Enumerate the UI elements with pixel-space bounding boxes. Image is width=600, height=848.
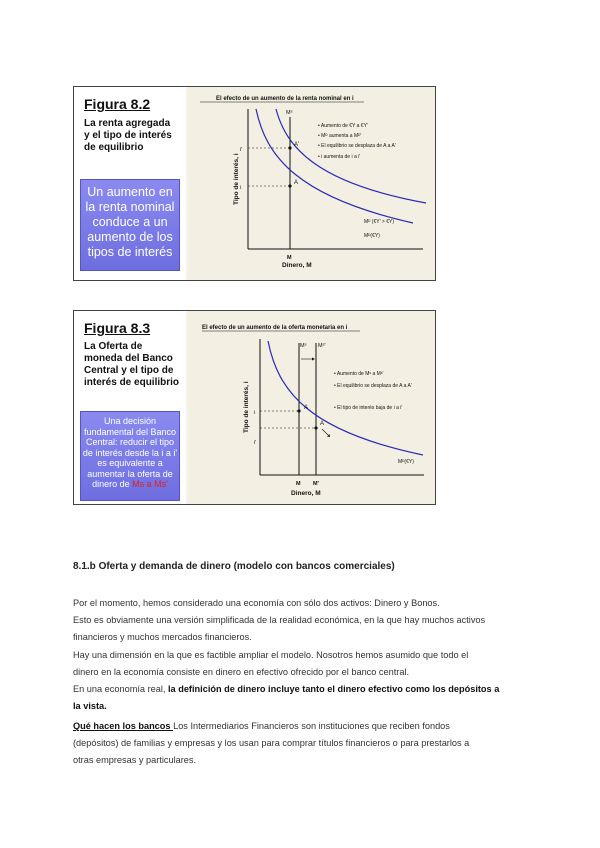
paragraph-2	[73, 718, 533, 770]
callout-line: la renta nominal	[85, 200, 175, 214]
subtitle-line: La renta agregada	[84, 118, 171, 129]
callout-line: tipos de interés	[87, 245, 173, 259]
figure-8-3-svg	[188, 311, 436, 505]
callout-line: es equivalente a	[97, 458, 163, 468]
shift-arrow-head	[312, 358, 315, 361]
paragraph-line: Hay una dimensión en la que es factible ampliar el modelo. Nosotros hemos asumido que todo el	[73, 649, 469, 660]
paragraph-1	[73, 595, 533, 715]
figure-8-2-callout	[80, 179, 180, 271]
bold-text: la definición de dinero incluye tanto el dinero efectivo como los depósitos a	[168, 684, 500, 695]
point-2-label: A	[320, 421, 325, 427]
figure-8-2-caption-panel	[74, 87, 186, 280]
callout-last-red: Ms a Ms'	[132, 479, 168, 489]
plain-text: Los Intermediarios Financieros son instituciones que reciben fondos	[173, 721, 450, 731]
callout-line: fundamental del Banco	[83, 426, 177, 437]
tick-low: i	[240, 185, 242, 191]
point-high	[288, 146, 291, 149]
supply-label-2: Mˢ'	[318, 343, 326, 349]
plain-text: En una economía real,	[73, 684, 168, 695]
subtitle-line: y el tipo de interés	[84, 130, 172, 141]
curve-label-shifted: Mᴰ (€Y' > €Y)	[364, 219, 395, 225]
subtitle-line: moneda del Banco	[84, 353, 173, 364]
point-2	[314, 426, 317, 429]
chart-title: El efecto de un aumento de la oferta monetaria en i	[202, 325, 348, 331]
figure-8-3-title: Figura 8.3	[84, 320, 151, 336]
point-high-label: A'	[294, 142, 300, 148]
figure-8-2-svg	[188, 87, 436, 281]
section-title: 8.1.b Oferta y demanda de dinero (modelo con bancos comerciales)	[73, 561, 395, 572]
figure-8-2-subtitle	[84, 118, 184, 154]
callout-line: Un aumento en	[87, 185, 173, 199]
x-axis-label: Dinero, M	[291, 490, 321, 497]
bold-text: la vista.	[73, 701, 107, 712]
money-tick-1: M	[296, 481, 301, 487]
tick-high: i'	[240, 147, 243, 153]
paragraph-line: Esto es obviamente una versión simplificada de la realidad económica, en la que hay muchos activos	[73, 615, 486, 626]
figure-8-2-chart	[188, 87, 436, 280]
callout-line: de interés desde la i a i'	[82, 447, 178, 458]
curve-label-initial: Mᴰ(€Y)	[364, 233, 380, 239]
callout-line: aumentar la oferta de	[87, 468, 173, 479]
point-low-label: A	[294, 180, 299, 186]
legend-item: • El tipo de interés baja de i a i'	[334, 405, 403, 411]
paragraph-line: otras empresas y particulares.	[73, 755, 197, 766]
demand-curve	[268, 341, 423, 455]
curve-label: Mᴰ(€Y)	[398, 459, 414, 465]
supply-label-1: Mˢ	[300, 343, 307, 349]
lead-heading: Qué hacen los bancos	[73, 721, 174, 731]
callout-line: Central: reducir el tipo	[85, 437, 175, 447]
subtitle-line: La Oferta de	[84, 341, 143, 352]
paragraph-line: (depósitos) de familias y empresas y los usan para comprar títulos financieros o para prestarlos a	[73, 738, 470, 749]
money-tick: M	[287, 255, 292, 261]
paragraph-line	[73, 718, 533, 735]
subtitle-line: de equilibrio	[84, 142, 144, 153]
money-tick-2: M'	[313, 481, 319, 487]
callout-line: aumento de los	[87, 230, 173, 244]
paragraph-line	[73, 681, 533, 698]
figure-8-3	[73, 310, 436, 505]
figure-8-2-title: Figura 8.2	[84, 96, 151, 112]
paragraph-line	[73, 698, 533, 715]
callout-last-prefix: dinero de	[92, 479, 133, 489]
legend-item: • Aumento de €Y a €Y'	[318, 123, 368, 129]
legend-item: • i aumenta de i a i'	[318, 154, 361, 160]
subtitle-line: interés de equilibrio	[84, 377, 180, 388]
figure-8-3-chart	[188, 311, 436, 504]
figure-8-3-callout	[80, 411, 180, 501]
y-axis-label: Tipo de interés, i	[233, 153, 240, 205]
subtitle-line: Central y el tipo de	[84, 365, 174, 376]
callout-line	[81, 479, 179, 490]
point-1	[297, 409, 300, 412]
paragraph-line: Por el momento, hemos considerado una economía con sólo dos activos: Dinero y Bonos.	[73, 598, 440, 608]
legend-item: • El equilibrio se desplaza de A a A'	[318, 143, 396, 149]
paragraph-line: dinero en la economía consiste en dinero en efectivo ofrecido por el banco central.	[73, 666, 410, 677]
figure-8-3-subtitle	[84, 341, 184, 389]
callout-line: conduce a un	[92, 215, 168, 229]
figure-8-2	[73, 86, 436, 281]
legend-item: • Mᴰ aumenta a Mᴰ'	[318, 133, 362, 139]
x-axis-label: Dinero, M	[282, 262, 312, 269]
tick-low: i'	[254, 440, 257, 446]
point-low	[288, 184, 291, 187]
tick-high: i	[254, 410, 256, 416]
legend-item: • El equilibrio se desplaza de A a A'	[334, 383, 412, 389]
y-axis-label: Tipo de interés, i	[243, 381, 250, 433]
paragraph-line: financieros y muchos mercados financieros.	[73, 632, 252, 643]
supply-label: Mˢ	[286, 110, 293, 116]
callout-line: Una decisión	[103, 416, 157, 426]
chart-title: El efecto de un aumento de la renta nominal en i	[216, 96, 354, 102]
legend-item: • Aumento de Mˢ a Mˢ'	[334, 371, 384, 377]
move-arrow	[322, 429, 328, 435]
figure-8-3-caption-panel	[74, 311, 186, 504]
point-1-label: A	[304, 405, 309, 411]
